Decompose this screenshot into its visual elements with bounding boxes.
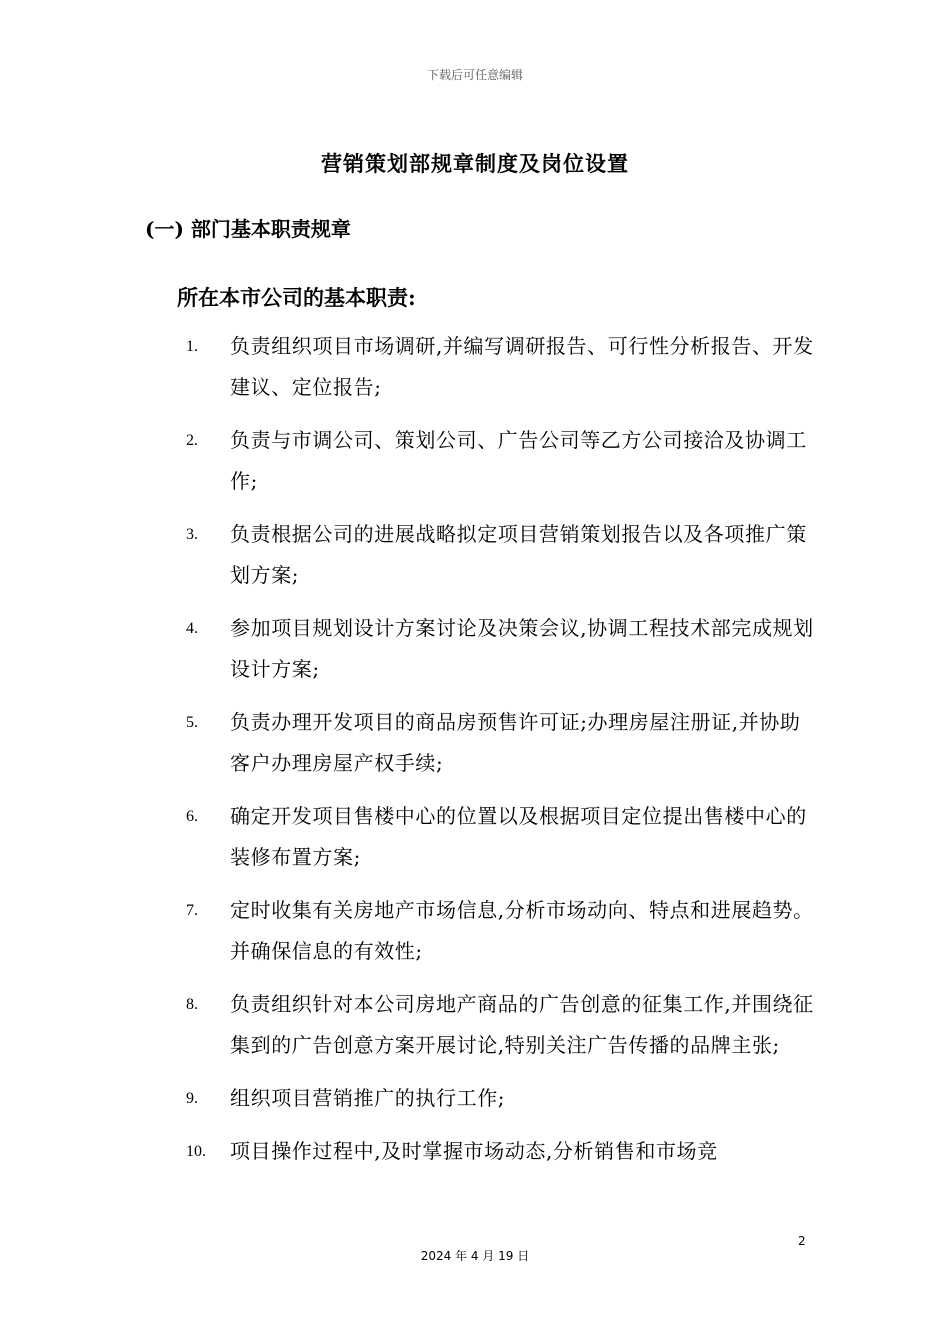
duty-text: 组织项目营销推广的执行工作; bbox=[230, 1086, 506, 1110]
duty-item bbox=[0, 984, 950, 1066]
duty-item bbox=[0, 890, 950, 972]
duty-item bbox=[0, 420, 950, 502]
header-note: 下载后可任意编辑 bbox=[426, 68, 523, 82]
duty-text: 确定开发项目售楼中心的位置以及根据项目定位提出售楼中心的装修布置方案; bbox=[230, 804, 807, 869]
duties-subheading: 所在本市公司的基本职责: bbox=[177, 285, 416, 310]
duty-item bbox=[0, 702, 950, 784]
duty-item bbox=[0, 1078, 950, 1119]
duty-item bbox=[0, 326, 950, 408]
duty-number: 10. bbox=[186, 1143, 206, 1160]
document-title: 营销策划部规章制度及岗位设置 bbox=[321, 151, 629, 176]
duty-text: 负责办理开发项目的商品房预售许可证;办理房屋注册证,并协助客户办理房屋产权手续; bbox=[230, 710, 801, 775]
duty-text: 定时收集有关房地产市场信息,分析市场动向、特点和进展趋势。并确保信息的有效性; bbox=[230, 898, 814, 963]
section-heading: (一) 部门基本职责规章 bbox=[145, 217, 351, 241]
footer-date: 2024 年 4 月 19 日 bbox=[420, 1249, 530, 1263]
duty-text: 负责与市调公司、策划公司、广告公司等乙方公司接洽及协调工作; bbox=[230, 428, 807, 493]
duty-list bbox=[0, 326, 950, 1184]
duty-number: 8. bbox=[186, 996, 198, 1013]
duty-number: 6. bbox=[186, 808, 198, 825]
duty-item bbox=[0, 796, 950, 878]
duty-number: 7. bbox=[186, 902, 198, 919]
duty-text: 负责组织项目市场调研,并编写调研报告、可行性分析报告、开发建议、定位报告; bbox=[230, 334, 814, 399]
duty-text: 负责根据公司的进展战略拟定项目营销策划报告以及各项推广策划方案; bbox=[230, 522, 807, 587]
duty-item bbox=[0, 608, 950, 690]
duty-number: 5. bbox=[186, 714, 198, 731]
duty-number: 4. bbox=[186, 620, 198, 637]
duty-item bbox=[0, 1131, 950, 1172]
duty-text: 参加项目规划设计方案讨论及决策会议,协调工程技术部完成规划设计方案; bbox=[230, 616, 814, 681]
duty-number: 2. bbox=[186, 432, 198, 449]
page-number: 2 bbox=[798, 1234, 806, 1248]
duty-text: 项目操作过程中,及时掌握市场动态,分析销售和市场竞 bbox=[230, 1139, 718, 1163]
duty-number: 1. bbox=[186, 338, 198, 355]
duty-text: 负责组织针对本公司房地产商品的广告创意的征集工作,并围绕征集到的广告创意方案开展讨论,特别关注广告传播的品牌主张; bbox=[230, 992, 814, 1057]
duty-item bbox=[0, 514, 950, 596]
duty-number: 9. bbox=[186, 1090, 198, 1107]
duty-number: 3. bbox=[186, 526, 198, 543]
